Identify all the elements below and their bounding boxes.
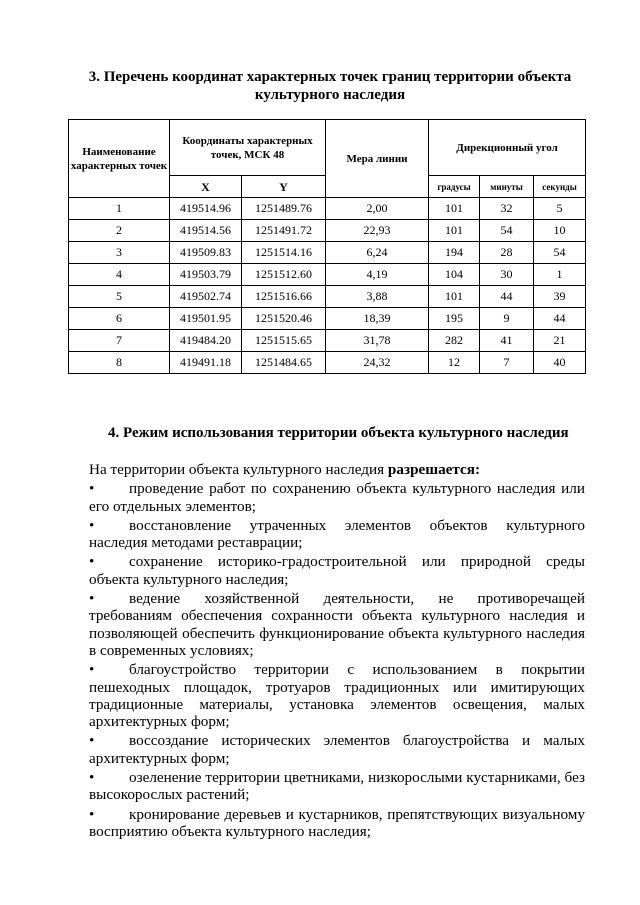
header-line-measure: Мера линии — [326, 120, 429, 198]
intro-text: На территории объекта культурного наследия — [89, 461, 388, 478]
list-item-text: ведение хозяйственной деятельности, не противоречащей требованиям обеспечения сохранности объекта культурного наследия и позволяющей обеспечить функционирование объекта культурного наследия в современных условиях; — [89, 590, 585, 659]
list-item — [89, 553, 585, 588]
cell-minutes: 54 — [480, 220, 534, 242]
bullet-icon: • — [89, 516, 95, 534]
intro-paragraph — [89, 461, 585, 478]
cell-degrees: 104 — [429, 264, 480, 286]
cell-point: 8 — [69, 352, 170, 374]
cell-minutes: 44 — [480, 286, 534, 308]
cell-x: 419514.56 — [170, 220, 242, 242]
coordinates-table — [68, 119, 586, 374]
cell-point: 4 — [69, 264, 170, 286]
cell-minutes: 9 — [480, 308, 534, 330]
cell-measure: 24,32 — [326, 352, 429, 374]
cell-measure: 2,00 — [326, 198, 429, 220]
list-item-text: кронирование деревьев и кустарников, препятствующих визуальному восприятию объекта культурного наследия; — [89, 805, 585, 840]
cell-seconds: 5 — [534, 198, 586, 220]
table-row — [69, 264, 586, 286]
cell-x: 419491.18 — [170, 352, 242, 374]
cell-measure: 6,24 — [326, 242, 429, 264]
list-item — [89, 517, 585, 552]
list-item — [89, 806, 585, 841]
cell-x: 419484.20 — [170, 330, 242, 352]
cell-measure: 18,39 — [326, 308, 429, 330]
cell-y: 1251512.60 — [242, 264, 326, 286]
cell-y: 1251484.65 — [242, 352, 326, 374]
cell-degrees: 101 — [429, 198, 480, 220]
cell-y: 1251520.46 — [242, 308, 326, 330]
cell-point: 7 — [69, 330, 170, 352]
bullet-icon: • — [89, 769, 95, 787]
cell-point: 5 — [69, 286, 170, 308]
cell-point: 2 — [69, 220, 170, 242]
header-seconds: секунды — [534, 176, 586, 198]
header-y: Y — [242, 176, 326, 198]
cell-point: 1 — [69, 198, 170, 220]
cell-minutes: 7 — [480, 352, 534, 374]
cell-minutes: 32 — [480, 198, 534, 220]
table-row — [69, 352, 586, 374]
cell-y: 1251514.16 — [242, 242, 326, 264]
cell-measure: 3,88 — [326, 286, 429, 308]
cell-seconds: 54 — [534, 242, 586, 264]
cell-x: 419509.83 — [170, 242, 242, 264]
list-item-text: благоустройство территории с использованием в покрытии пешеходных площадок, тротуаров традиционных или имитирующих традиционные материалы, установка элементов освещения, малых архитектурных форм; — [89, 661, 585, 731]
cell-measure: 22,93 — [326, 220, 429, 242]
bullet-icon: • — [89, 661, 95, 679]
cell-x: 419514.96 — [170, 198, 242, 220]
cell-x: 419503.79 — [170, 264, 242, 286]
list-item — [89, 769, 585, 804]
cell-y: 1251489.76 — [242, 198, 326, 220]
list-item-text: сохранение историко-градостроительной или природной среды объекта культурного наследия; — [89, 553, 585, 588]
cell-seconds: 10 — [534, 220, 586, 242]
cell-minutes: 30 — [480, 264, 534, 286]
cell-seconds: 40 — [534, 352, 586, 374]
section-4-body — [89, 461, 585, 842]
list-item — [89, 661, 585, 730]
bullet-icon: • — [89, 805, 95, 823]
bullet-icon: • — [89, 553, 95, 571]
table-row — [69, 220, 586, 242]
cell-degrees: 12 — [429, 352, 480, 374]
section-4-title: 4. Режим использования территории объекта культурного наследия — [108, 425, 569, 441]
cell-seconds: 21 — [534, 330, 586, 352]
cell-x: 419502.74 — [170, 286, 242, 308]
list-item-text: озеленение территории цветниками, низкорослыми кустарниками, без высокорослых растений; — [89, 769, 585, 804]
header-point-name: Наименование характерных точек — [69, 120, 170, 198]
intro-bold: разрешается: — [387, 461, 481, 478]
list-item — [89, 480, 585, 515]
cell-degrees: 195 — [429, 308, 480, 330]
table-row — [69, 198, 586, 220]
header-minutes: минуты — [480, 176, 534, 198]
cell-y: 1251515.65 — [242, 330, 326, 352]
cell-degrees: 101 — [429, 220, 480, 242]
section-3-title: 3. Перечень координат характерных точек границ территории объекта культурного наследия — [88, 69, 572, 103]
cell-measure: 4,19 — [326, 264, 429, 286]
cell-y: 1251491.72 — [242, 220, 326, 242]
header-coordinates: Координаты характерных точек, МСК 48 — [170, 120, 326, 176]
header-x: X — [170, 176, 242, 198]
table-row — [69, 286, 586, 308]
cell-minutes: 28 — [480, 242, 534, 264]
cell-seconds: 1 — [534, 264, 586, 286]
table-row — [69, 242, 586, 264]
cell-point: 6 — [69, 308, 170, 330]
table-row — [69, 330, 586, 352]
cell-y: 1251516.66 — [242, 286, 326, 308]
header-direction-angle: Дирекционный угол — [429, 120, 586, 176]
cell-degrees: 101 — [429, 286, 480, 308]
list-item-text: воссоздание исторических элементов благоустройства и малых архитектурных форм; — [89, 732, 585, 767]
bullet-icon: • — [89, 590, 95, 608]
bullet-icon: • — [89, 732, 95, 750]
cell-x: 419501.95 — [170, 308, 242, 330]
cell-degrees: 282 — [429, 330, 480, 352]
cell-seconds: 44 — [534, 308, 586, 330]
cell-seconds: 39 — [534, 286, 586, 308]
cell-measure: 31,78 — [326, 330, 429, 352]
list-item-text: восстановление утраченных элементов объектов культурного наследия методами реставрации; — [89, 516, 585, 552]
cell-point: 3 — [69, 242, 170, 264]
list-item — [89, 732, 585, 767]
cell-degrees: 194 — [429, 242, 480, 264]
header-degrees: градусы — [429, 176, 480, 198]
table-row — [69, 308, 586, 330]
list-item-text: проведение работ по сохранению объекта культурного наследия или его отдельных элементов; — [89, 480, 585, 515]
bullet-icon: • — [89, 480, 95, 498]
list-item — [89, 590, 585, 659]
cell-minutes: 41 — [480, 330, 534, 352]
